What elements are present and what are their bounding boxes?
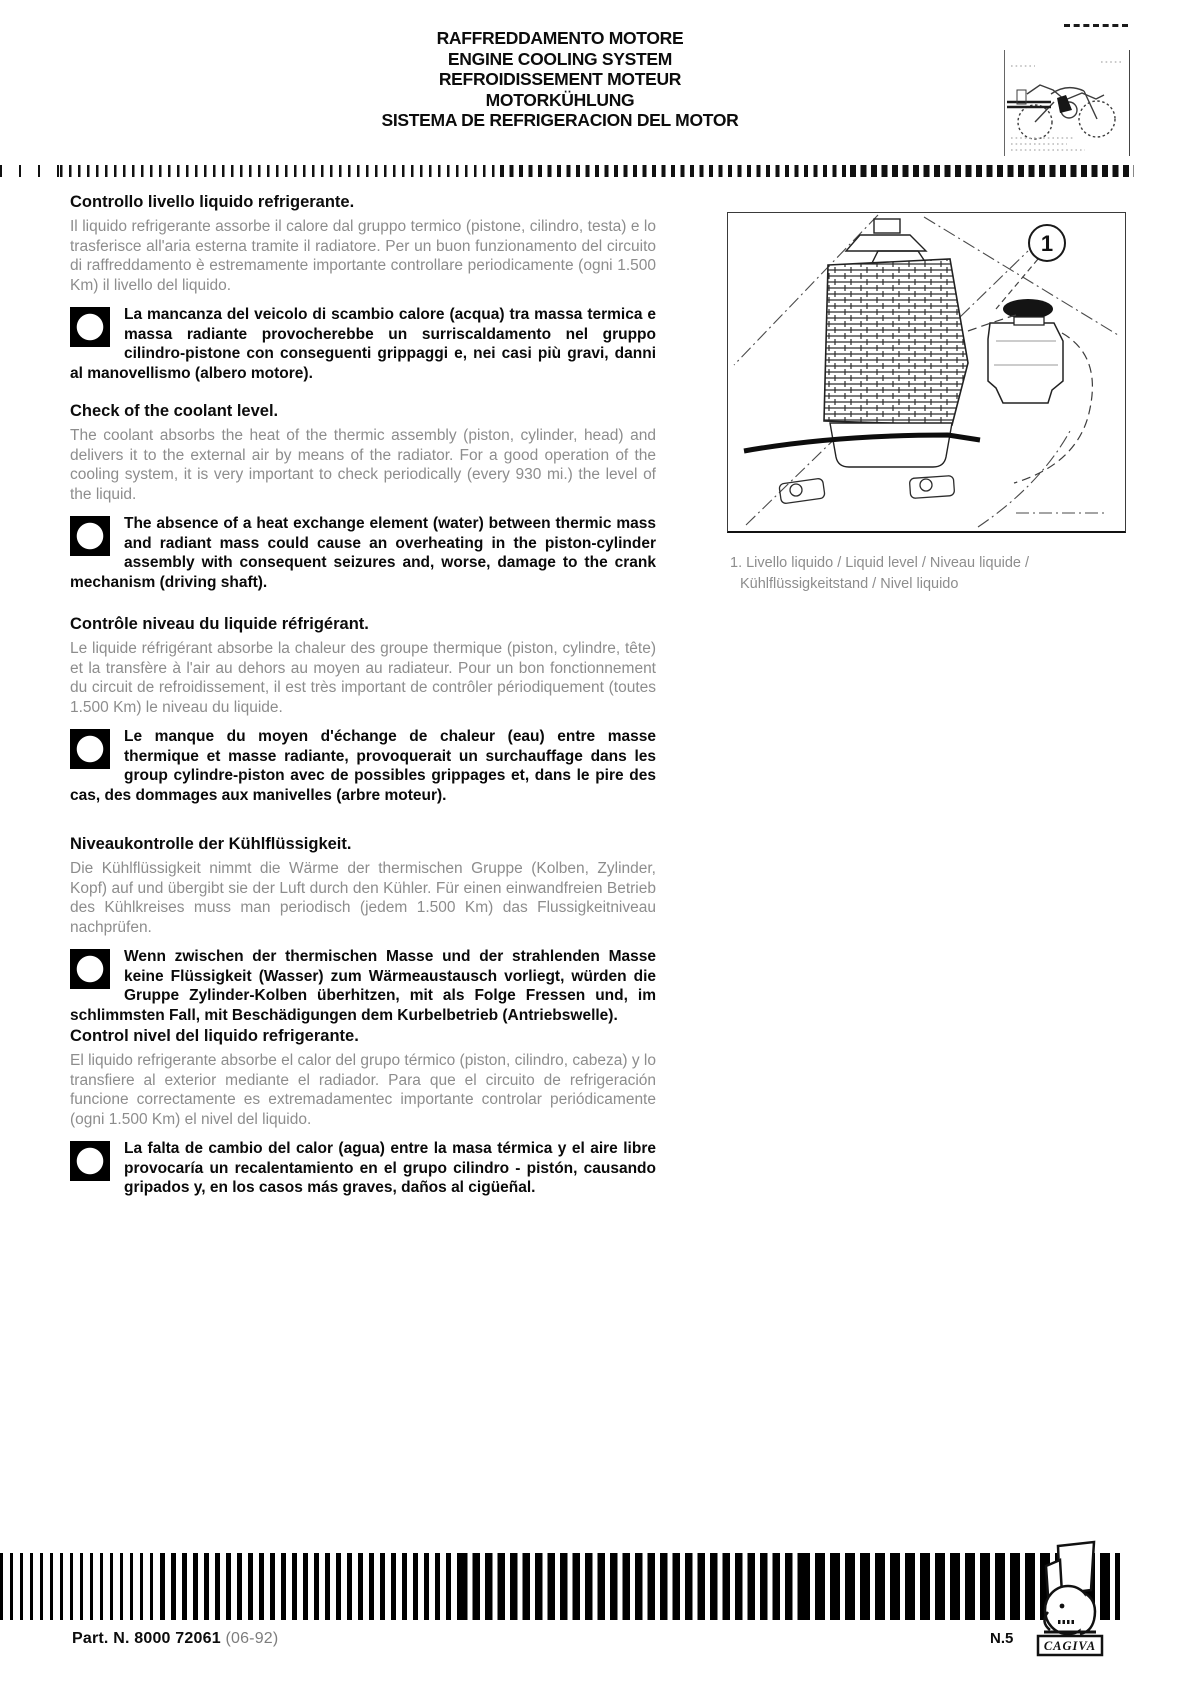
title-spanish: SISTEMA DE REFRIGERACION DEL MOTOR: [381, 110, 739, 131]
page-title: [160, 28, 960, 131]
section-body: The coolant absorbs the heat of the thermic assembly (piston, cylinder, head) and delivers it to the external air by means of the radiator. For a good operation of the cooling system, it is very important to check periodically (every 930 mi.) the level of the liquid.: [70, 427, 656, 503]
note-icon: [70, 1141, 110, 1181]
section-body: Die Kühlflüssigkeit nimmt die Wärme der thermischen Gruppe (Kolben, Zylinder, Kopf) auf und übergibt sie der Luft durch den Kühler. Für einen einwandfreien Betrieb des Kühlkreises muss man periodisch (jedem 1.500 Km) das Flussigkeitniveau nachprüfen.: [70, 860, 656, 936]
warning-text: The absence of a heat exchange element (water) between thermic mass and radiant mass could cause an overheating in the piston-cylinder assembly with consequent seizures and, worse, damage to the crank mechanism (driving shaft).: [70, 515, 656, 591]
motorcycle-icon: [1004, 50, 1130, 156]
warning-text: La falta de cambio del calor (agua) entre la masa térmica y el aire libre provocaría un recalentamiento en el grupo cilindro - pistón, causando gripados y, en los casos más graves, daños al cigüeñal.: [124, 1140, 656, 1196]
part-number-label: Part. N. 8000 72061: [72, 1630, 221, 1647]
title-french: REFROIDISSEMENT MOTEUR: [438, 69, 682, 90]
warning-text: La mancanza del veicolo di scambio calore (acqua) tra massa termica e massa radiante provocherebbe un surriscaldamento nel gruppo cilindro-pistone con conseguenti grippaggi e, nei casi più gravi, danni al manovellismo (albero motore).: [70, 306, 656, 382]
warning-text: Wenn zwischen der thermischen Masse und der strahlenden Masse keine Flüssigkeit (Wasser) zum Wärmeaustausch vorliegt, würden die Gruppe Zylinder-Kolben überhitzen, mit als Folge Fressen und, im schlimmsten Fall, mit Beschädigungen dem Kurbelbetrieb (Antriebswelle).: [70, 948, 656, 1024]
barcode: [0, 1553, 1120, 1620]
section-heading: Control nivel del liquido refrigerante.: [70, 1027, 359, 1045]
dashed-rule: [1064, 24, 1128, 27]
figure-caption-line1: 1. Livello liquido / Liquid level / Niveau liquide /: [730, 555, 1030, 571]
cooling-system-figure: [727, 212, 1126, 533]
section-heading: Niveaukontrolle der Kühlflüssigkeit.: [70, 835, 352, 853]
title-german: MOTORKÜHLUNG: [485, 89, 635, 110]
warning-note: [70, 305, 656, 383]
section-german: [70, 835, 656, 1025]
section-french: [70, 615, 656, 805]
warning-note: [70, 727, 656, 805]
title-italian: RAFFREDDAMENTO MOTORE: [436, 28, 684, 48]
section-heading: Check of the coolant level.: [70, 402, 279, 420]
section-body: Il liquido refrigerante assorbe il calore dal gruppo termico (pistone, cilindro, testa) e lo trasferisce all'aria esterna tramite il radiatore. Per un buon funzionamento del circuito di raffreddamento è estremamente importante controllare periodicamente (ogni 1.500 Km) il livello del liquido.: [70, 218, 656, 294]
section-heading: Controllo livello liquido refrigerante.: [70, 193, 355, 211]
note-icon: [70, 949, 110, 989]
section-body: Le liquide réfrigérant absorbe la chaleur des groupe thermique (piston, cylindre, tête) et la transfère à l'air au dehors au moyen au radiateur. Pour un bon fonctionnement du circuit de refroidissement, il est très important de contrôler périodiquement (toutes 1.500 Km) le niveau du liquide.: [70, 640, 656, 716]
section-english: [70, 402, 656, 592]
figure-caption-line2: Kühlflüssigkeitstand / Nivel liquido: [740, 576, 959, 592]
part-number: [72, 1630, 278, 1648]
warning-text: Le manque du moyen d'échange de chaleur (eau) entre masse thermique et masse radiante, provoquerait un surchauffage dans les group cylindre-piston avec de possibles grippages et, dans le pire des cas, des dommages aux manivelles (arbre moteur).: [70, 728, 656, 804]
note-icon: [70, 307, 110, 347]
section-spanish: [70, 1027, 656, 1198]
part-number-revision: (06-92): [225, 1630, 279, 1647]
figure-callout-1: 1: [1040, 231, 1054, 256]
note-icon: [70, 516, 110, 556]
page-number: N.5: [990, 1630, 1014, 1647]
brand-name: CAGIVA: [1043, 1639, 1097, 1653]
section-italian: [70, 193, 656, 383]
note-icon: [70, 729, 110, 769]
divider-tick-band: [0, 165, 1190, 177]
warning-note: [70, 947, 656, 1025]
warning-note: [70, 514, 656, 592]
figure-caption: [730, 553, 1130, 595]
warning-note: [70, 1139, 656, 1198]
title-english: ENGINE COOLING SYSTEM: [447, 48, 673, 69]
section-heading: Contrôle niveau du liquide réfrigérant.: [70, 615, 369, 633]
cagiva-elephant-logo: [1036, 1540, 1108, 1658]
section-body: El liquido refrigerante absorbe el calor del grupo térmico (piston, cilindro, cabeza) y lo transfiere al exterior mediante el radiador. Para que el circuito de refrigeración funcione correctamente es extremadamentec importante controlar periódicamente (ogni 1.500 Km) el nivel del liquido.: [70, 1052, 656, 1128]
